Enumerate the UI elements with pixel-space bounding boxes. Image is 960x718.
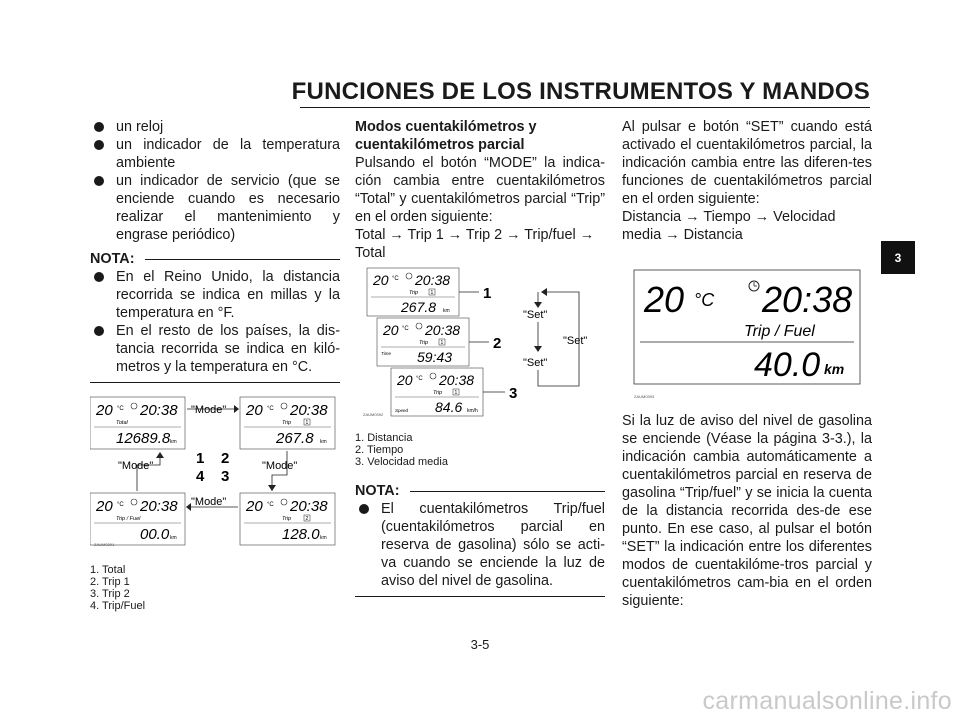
svg-text:1: 1 <box>454 390 458 396</box>
arrow-up <box>137 453 160 491</box>
svg-text:km: km <box>320 535 327 541</box>
figure-code: ZAUM0391 <box>94 542 115 547</box>
svg-text:km: km <box>824 361 845 377</box>
clock-icon <box>281 403 287 409</box>
svg-text:00.0: 00.0 <box>140 526 170 543</box>
paragraph: Al pulsar e botón “SET” cuando está activado el cuentakilómetros parcial, la indicación cambia entre las diferen-tes funciones de cuentakilómetros parcial en el orden siguiente: <box>622 119 872 207</box>
svg-text:20: 20 <box>397 372 413 388</box>
svg-text:20: 20 <box>383 322 399 338</box>
svg-text:km: km <box>170 535 177 541</box>
svg-text:267.8: 267.8 <box>276 430 314 447</box>
arrow-left-icon <box>541 288 547 296</box>
page-title: FUNCIONES DE LOS INSTRUMENTOS Y MANDOS <box>291 78 870 105</box>
page-header <box>291 78 870 108</box>
set-cycle-figure <box>355 262 605 422</box>
svg-text:20:38: 20:38 <box>762 279 853 320</box>
mode-cycle-figure <box>90 395 340 555</box>
nota-end-rule <box>355 596 605 597</box>
clock-icon <box>281 499 287 505</box>
svg-text:12689.8: 12689.8 <box>116 430 171 447</box>
svg-text:°C: °C <box>402 326 409 332</box>
mode-sequence: Total → Trip 1 → Trip 2 → Trip/fuel → Total <box>355 227 595 261</box>
column-1 <box>90 118 340 383</box>
svg-text:20:38: 20:38 <box>290 402 328 419</box>
bullet-icon <box>359 504 369 514</box>
svg-text:20: 20 <box>246 498 263 515</box>
lcd-panel-trip2 <box>240 493 335 545</box>
svg-text:20: 20 <box>644 279 685 320</box>
lcd-panel-distance <box>367 268 459 316</box>
svg-text:20:38: 20:38 <box>439 372 475 388</box>
svg-text:20: 20 <box>96 498 113 515</box>
callout-number: 1 <box>483 285 492 302</box>
list-item: un reloj <box>90 118 340 136</box>
svg-text:°C: °C <box>694 290 715 310</box>
svg-text:20: 20 <box>373 272 389 288</box>
set-sequence: Distancia → Tiempo → Velocidad media → Distancia <box>622 209 836 243</box>
lcd-panel-time <box>377 318 469 366</box>
list-item: En el resto de los países, la dis-tancia recorrida se indica en kiló-metros y la temperatura en °C. <box>90 322 340 376</box>
svg-text:20:38: 20:38 <box>140 402 178 419</box>
trip-fuel-figure <box>622 262 872 402</box>
svg-text:Trip: Trip <box>282 516 292 522</box>
lcd-panel-trip-fuel-large <box>634 270 860 384</box>
lcd-panel-trip1 <box>240 397 335 449</box>
column-2 <box>355 118 605 262</box>
set-label: "Set" <box>563 335 588 347</box>
svg-text:267.8: 267.8 <box>401 299 437 315</box>
column-3-lower <box>622 412 872 610</box>
svg-text:km/h: km/h <box>467 408 478 414</box>
set-label: "Set" <box>523 309 548 321</box>
svg-text:1: 1 <box>305 420 309 426</box>
svg-text:Trip: Trip <box>419 340 429 346</box>
column-3 <box>622 118 872 244</box>
svg-text:°C: °C <box>267 502 274 508</box>
page-number: 3-5 <box>470 637 490 652</box>
clock-icon <box>430 373 436 379</box>
svg-text:2: 2 <box>305 516 309 522</box>
feature-list <box>90 118 340 244</box>
svg-text:84.6: 84.6 <box>435 399 463 415</box>
nota-heading: NOTA: <box>355 482 605 500</box>
figure-2-captions: 1. Distancia 2. Tiempo 3. Velocidad media <box>355 432 448 468</box>
svg-text:Trip: Trip <box>282 420 292 426</box>
callout-number: 4 <box>196 468 205 485</box>
svg-text:Total: Total <box>116 420 128 426</box>
svg-text:20:38: 20:38 <box>140 498 178 515</box>
svg-text:20:38: 20:38 <box>415 272 451 288</box>
paragraph: Pulsando el botón “MODE” la indica-ción cambia entre cuentakilómetros “Total” y cuentakilómetros parcial “Trip” en el orden siguiente: <box>355 155 605 225</box>
callout-number: 3 <box>221 468 230 485</box>
list-item: El cuentakilómetros Trip/fuel (cuentakilómetros parcial en reserva de gasolina) sólo se acti-va cuando se enciende la luz de aviso del nivel de gasolina. <box>355 500 605 590</box>
mode-label: "Mode" <box>118 460 154 472</box>
svg-text:°C: °C <box>117 502 124 508</box>
column-2-lower <box>355 432 605 597</box>
figure-1-captions: 1. Total 2. Trip 1 3. Trip 2 4. Trip/Fuel <box>90 564 146 612</box>
svg-text:40.0: 40.0 <box>754 346 821 384</box>
svg-text:1: 1 <box>440 340 444 346</box>
svg-text:°C: °C <box>392 276 399 282</box>
lcd-panel-speed <box>391 368 483 416</box>
figure-code: ZAUM0392 <box>363 412 384 417</box>
svg-text:20: 20 <box>246 402 263 419</box>
callout-number: 1 <box>196 450 205 467</box>
nota-list <box>90 268 340 376</box>
callout-number: 2 <box>493 335 502 352</box>
nota-heading: NOTA: <box>90 250 340 268</box>
callout-number: 3 <box>509 385 518 402</box>
svg-text:km: km <box>320 439 327 445</box>
svg-text:km: km <box>170 439 177 445</box>
clock-icon <box>131 403 137 409</box>
watermark-text: carmanualsonline.info <box>702 687 952 715</box>
clock-icon <box>131 499 137 505</box>
set-label: "Set" <box>523 357 548 369</box>
bullet-icon <box>94 176 104 186</box>
svg-text:Time: Time <box>381 351 391 356</box>
paragraph: Si la luz de aviso del nivel de gasolina se enciende (Véase la página 3-3.), la indicación cambia automáticamente a cuentakilómetros parcial en reserva de gasolina “Trip/fuel” y se inicia la cuenta de la distancia recorrida des-de ese punto. En ese caso, al pulsar el botón “SET” la indicación entre los diferentes modos de cuentakilóme-tros parcial y cuentakilómetros cam-bia en el orden siguiente: <box>622 413 872 609</box>
clock-icon <box>406 273 412 279</box>
svg-text:20: 20 <box>96 402 113 419</box>
figure-code: ZAUM0393 <box>634 394 655 399</box>
svg-text:°C: °C <box>267 406 274 412</box>
bullet-icon <box>94 272 104 282</box>
list-item: un indicador de la temperatura ambiente <box>90 136 340 172</box>
bullet-icon <box>94 122 104 132</box>
list-item: un indicador de servicio (que se enciende cuando es necesario realizar el mantenimiento y engrase periódico) <box>90 172 340 244</box>
svg-text:Speed: Speed <box>395 408 409 413</box>
svg-text:°C: °C <box>117 406 124 412</box>
chapter-tab[interactable]: 3 <box>881 241 915 274</box>
callout-number: 2 <box>221 450 230 467</box>
lcd-panel-total <box>90 397 185 449</box>
arrow-down-icon <box>534 346 542 352</box>
svg-text:20:38: 20:38 <box>425 322 461 338</box>
svg-text:59:43: 59:43 <box>417 349 453 365</box>
svg-text:Trip / Fuel: Trip / Fuel <box>744 323 815 340</box>
nota-end-rule <box>90 382 340 383</box>
mode-label: "Mode" <box>191 496 227 508</box>
list-item: En el Reino Unido, la distancia recorrida se indica en millas y la temperatura en °F. <box>90 268 340 322</box>
svg-text:1: 1 <box>430 290 434 296</box>
header-rule <box>300 107 870 108</box>
svg-text:°C: °C <box>416 376 423 382</box>
section-heading: Modos cuentakilómetros y cuentakilómetros parcial <box>355 119 537 153</box>
mode-label: "Mode" <box>262 460 298 472</box>
svg-text:20:38: 20:38 <box>290 498 328 515</box>
bullet-icon <box>94 140 104 150</box>
svg-text:Trip: Trip <box>409 290 419 296</box>
bullet-icon <box>94 326 104 336</box>
arrow-down-icon <box>534 302 542 308</box>
svg-text:Trip / Fuel: Trip / Fuel <box>116 516 141 522</box>
nota-list <box>355 500 605 590</box>
mode-label: "Mode" <box>191 404 227 416</box>
clock-icon <box>416 323 422 329</box>
svg-text:km: km <box>443 308 450 314</box>
svg-text:128.0: 128.0 <box>282 526 320 543</box>
lcd-panel-trip-fuel <box>90 493 185 545</box>
svg-text:Trip: Trip <box>433 390 443 396</box>
